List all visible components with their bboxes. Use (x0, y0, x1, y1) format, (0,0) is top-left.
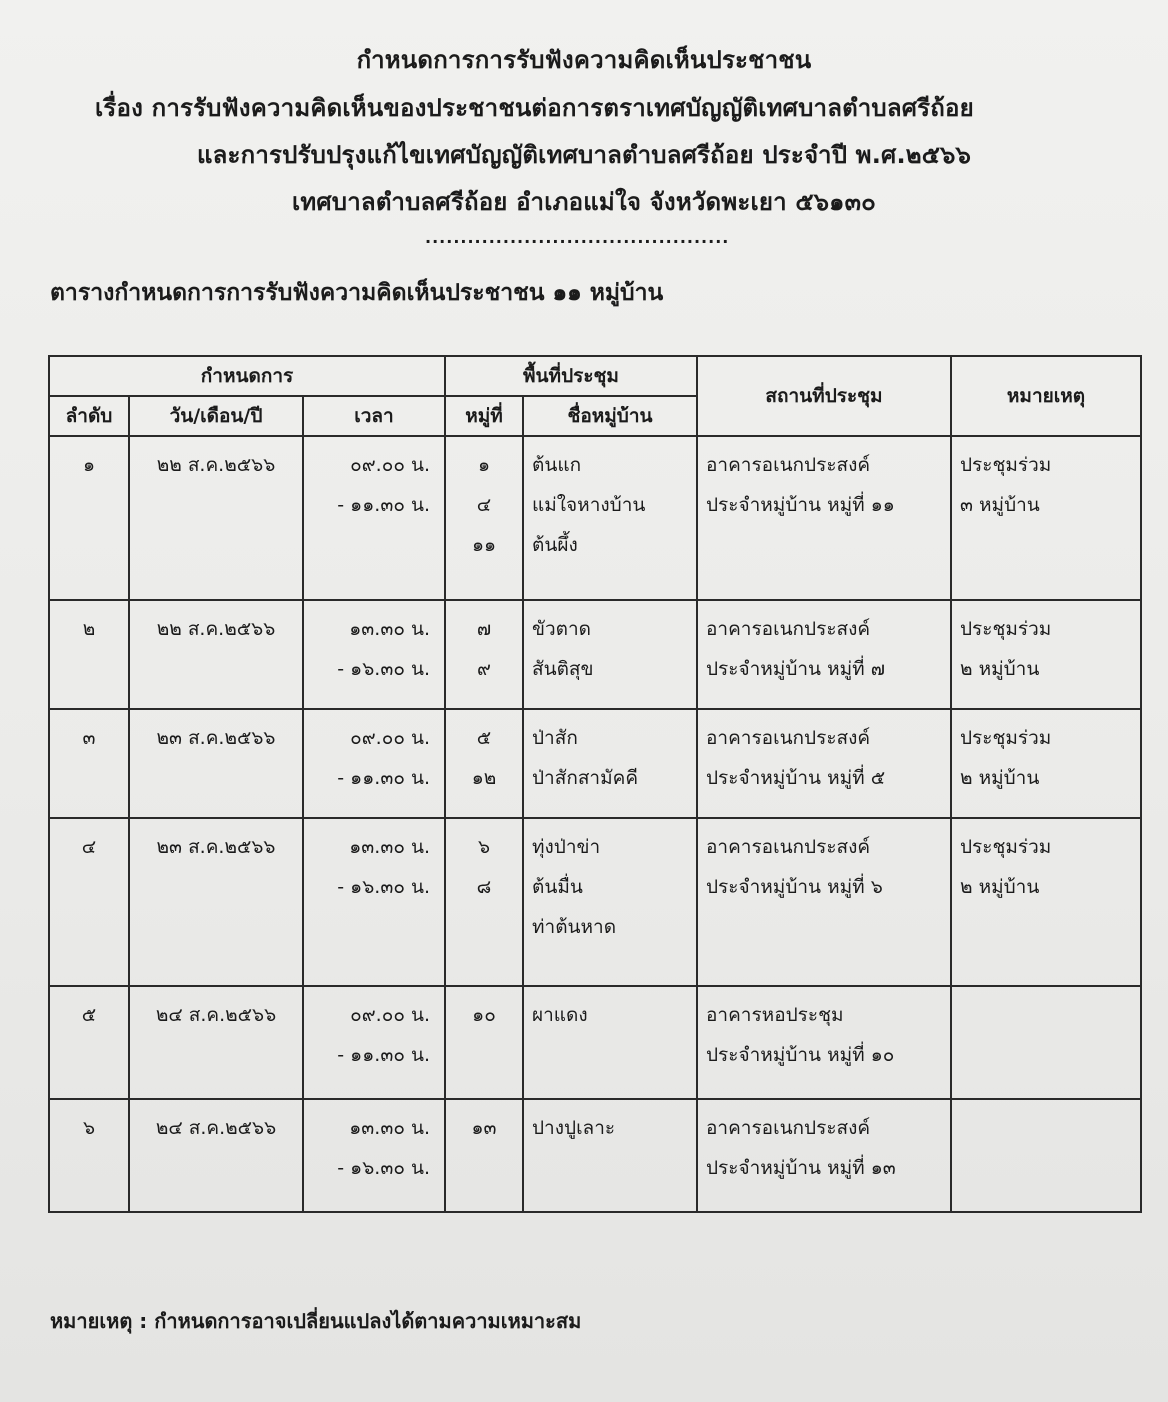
cell-moo (445, 818, 523, 986)
cell-village (523, 818, 697, 986)
cell-remark (951, 436, 1141, 600)
cell-no (49, 1099, 129, 1212)
cell-moo (445, 600, 523, 709)
cell-time-line: ๑๓.๓๐ น. (349, 617, 430, 640)
cell-date (129, 436, 303, 600)
cell-venue-line: ประจำหมู่บ้าน หมู่ที่ ๕ (706, 766, 886, 789)
organization-address: เทศบาลตำบลศรีถ้อย อำเภอแม่ใจ จังหวัดพะเยา ๕๖๑๓๐ (291, 188, 877, 216)
cell-moo-line: ๙ (477, 657, 491, 680)
cell-time-line: - ๑๑.๓๐ น. (337, 766, 430, 789)
header-village: ชื่อหมู่บ้าน (523, 396, 697, 436)
cell-village-line: ต้นมื่น (532, 875, 583, 898)
cell-remark-line: ประชุมร่วม (960, 454, 1052, 476)
cell-no-line: ๒ (82, 617, 96, 640)
cell-time-line: - ๑๖.๓๐ น. (337, 1156, 430, 1179)
cell-venue-line: อาคารหอประชุม (706, 1003, 844, 1026)
cell-venue-line: ประจำหมู่บ้าน หมู่ที่ ๑๑ (706, 494, 895, 516)
cell-time-line: ๑๓.๓๐ น. (349, 835, 430, 858)
cell-venue-line: ประจำหมู่บ้าน หมู่ที่ ๑๓ (706, 1156, 896, 1179)
table-caption: ตารางกำหนดการการรับฟังความคิดเห็นประชาชน ๑๑ หมู่บ้าน (50, 280, 664, 306)
cell-no-line: ๑ (82, 454, 96, 476)
cell-no (49, 709, 129, 818)
cell-venue (697, 986, 951, 1099)
cell-venue-line: ประจำหมู่บ้าน หมู่ที่ ๖ (706, 875, 883, 898)
header-schedule: กำหนดการ (49, 356, 445, 396)
cell-village-line: ขัวตาด (532, 617, 592, 640)
document-subject: เรื่อง การรับฟังความคิดเห็นของประชาชนต่อการตราเทศบัญญัติเทศบาลตำบลศรีถ้อย (95, 94, 974, 122)
table-body (49, 436, 1141, 1212)
cell-remark (951, 986, 1141, 1099)
cell-village (523, 600, 697, 709)
footnote: หมายเหตุ : กำหนดการอาจเปลี่ยนแปลงได้ตามความเหมาะสม (50, 1309, 582, 1333)
cell-remark-line: ๓ หมู่บ้าน (960, 494, 1040, 516)
cell-moo-line: ๖ (477, 835, 491, 858)
cell-remark (951, 1099, 1141, 1212)
table-row (49, 436, 1141, 600)
cell-time (303, 436, 445, 600)
cell-venue-line: ประจำหมู่บ้าน หมู่ที่ ๑๐ (706, 1043, 895, 1066)
cell-moo (445, 436, 523, 600)
cell-village (523, 436, 697, 600)
header-remark: หมายเหตุ (951, 356, 1141, 436)
cell-venue (697, 709, 951, 818)
cell-moo-line: ๑๐ (472, 1003, 496, 1026)
cell-date (129, 986, 303, 1099)
cell-moo-line: ๑๑ (471, 534, 497, 556)
table-group-header-row (49, 356, 1141, 396)
cell-moo-line: ๗ (476, 617, 492, 640)
cell-date (129, 818, 303, 986)
table-row (49, 600, 1141, 709)
cell-village-line: ท่าต้นหาด (532, 915, 617, 938)
cell-date (129, 709, 303, 818)
cell-time-line: ๐๙.๐๐ น. (350, 726, 430, 749)
cell-moo (445, 1099, 523, 1212)
cell-time (303, 709, 445, 818)
cell-date-line: ๒๒ ส.ค.๒๕๖๖ (156, 454, 276, 476)
header-moo: หมู่ที่ (445, 396, 523, 436)
cell-venue (697, 818, 951, 986)
cell-venue-line: อาคารอเนกประสงค์ (706, 617, 871, 640)
cell-moo-line: ๑๒ (471, 766, 497, 789)
cell-venue-line: ประจำหมู่บ้าน หมู่ที่ ๗ (706, 657, 885, 680)
cell-time (303, 818, 445, 986)
cell-venue-line: อาคารอเนกประสงค์ (706, 726, 871, 749)
cell-no-line: ๔ (81, 835, 97, 858)
cell-no (49, 436, 129, 600)
cell-remark (951, 600, 1141, 709)
cell-village-line: ต้นแก (532, 454, 582, 476)
table-row (49, 986, 1141, 1099)
cell-village-line: สันติสุข (532, 657, 594, 680)
cell-date-line: ๒๓ ส.ค.๒๕๖๖ (156, 835, 276, 858)
cell-time-line: - ๑๖.๓๐ น. (337, 875, 430, 898)
cell-venue (697, 1099, 951, 1212)
cell-village-line: แม่ใจหางบ้าน (532, 494, 646, 516)
dotted-separator: ........................................... (425, 228, 730, 247)
cell-venue (697, 600, 951, 709)
cell-time (303, 986, 445, 1099)
cell-time-line: ๐๙.๐๐ น. (350, 1003, 430, 1026)
cell-remark-line: ประชุมร่วม (960, 835, 1052, 858)
cell-no (49, 818, 129, 986)
cell-date-line: ๒๔ ส.ค.๒๕๖๖ (155, 1116, 277, 1139)
table-row (49, 709, 1141, 818)
document-subject-continued: และการปรับปรุงแก้ไขเทศบัญญัติเทศบาลตำบลศรีถ้อย ประจำปี พ.ศ.๒๕๖๖ (196, 141, 972, 169)
document-title: กำหนดการการรับฟังความคิดเห็นประชาชน (356, 46, 812, 74)
cell-date (129, 1099, 303, 1212)
schedule-table (48, 355, 1142, 1213)
cell-moo-line: ๘ (476, 875, 492, 898)
cell-remark-line: ๒ หมู่บ้าน (960, 875, 1040, 898)
cell-moo-line: ๑๓ (471, 1116, 497, 1139)
cell-village (523, 986, 697, 1099)
cell-time (303, 1099, 445, 1212)
header-venue: สถานที่ประชุม (697, 356, 951, 436)
header-time: เวลา (303, 396, 445, 436)
cell-date-line: ๒๓ ส.ค.๒๕๖๖ (156, 726, 276, 749)
cell-no-line: ๖ (82, 1116, 96, 1139)
cell-venue-line: อาคารอเนกประสงค์ (706, 454, 871, 476)
cell-village-line: ต้นผึ้ง (532, 534, 578, 556)
header-area: พื้นที่ประชุม (445, 356, 697, 396)
cell-time-line: - ๑๖.๓๐ น. (337, 657, 430, 680)
cell-no-line: ๓ (82, 726, 96, 749)
cell-remark-line: ประชุมร่วม (960, 726, 1052, 749)
cell-remark (951, 818, 1141, 986)
table-row (49, 818, 1141, 986)
cell-venue-line: อาคารอเนกประสงค์ (706, 1116, 871, 1139)
cell-date-line: ๒๒ ส.ค.๒๕๖๖ (156, 617, 276, 640)
cell-village-line: ป่าสัก (532, 726, 578, 749)
cell-no (49, 986, 129, 1099)
cell-venue (697, 436, 951, 600)
cell-remark-line: ประชุมร่วม (960, 617, 1052, 640)
cell-time-line: - ๑๑.๓๐ น. (337, 1043, 430, 1066)
cell-village-line: ป่าสักสามัคคี (532, 766, 639, 789)
cell-remark-line: ๒ หมู่บ้าน (960, 766, 1040, 789)
cell-village-line: ผาแดง (532, 1003, 588, 1026)
cell-no (49, 600, 129, 709)
header-date: วัน/เดือน/ปี (129, 396, 303, 436)
cell-time-line: ๐๙.๐๐ น. (350, 454, 430, 476)
cell-time (303, 600, 445, 709)
table-row (49, 1099, 1141, 1212)
cell-venue-line: อาคารอเนกประสงค์ (706, 835, 871, 858)
cell-village (523, 709, 697, 818)
cell-no-line: ๕ (81, 1003, 97, 1026)
cell-time-line: ๑๓.๓๐ น. (349, 1116, 430, 1139)
cell-moo (445, 709, 523, 818)
cell-moo-line: ๕ (476, 726, 492, 749)
cell-village-line: ทุ่งป่าข่า (532, 835, 601, 858)
header-no: ลำดับ (49, 396, 129, 436)
cell-moo-line: ๔ (476, 494, 492, 516)
cell-date-line: ๒๔ ส.ค.๒๕๖๖ (155, 1003, 277, 1026)
cell-remark (951, 709, 1141, 818)
cell-time-line: - ๑๑.๓๐ น. (337, 494, 430, 516)
cell-village (523, 1099, 697, 1212)
cell-remark-line: ๒ หมู่บ้าน (960, 657, 1040, 680)
cell-date (129, 600, 303, 709)
cell-village-line: ปางปูเลาะ (532, 1116, 616, 1139)
cell-moo-line: ๑ (477, 454, 491, 476)
cell-moo (445, 986, 523, 1099)
